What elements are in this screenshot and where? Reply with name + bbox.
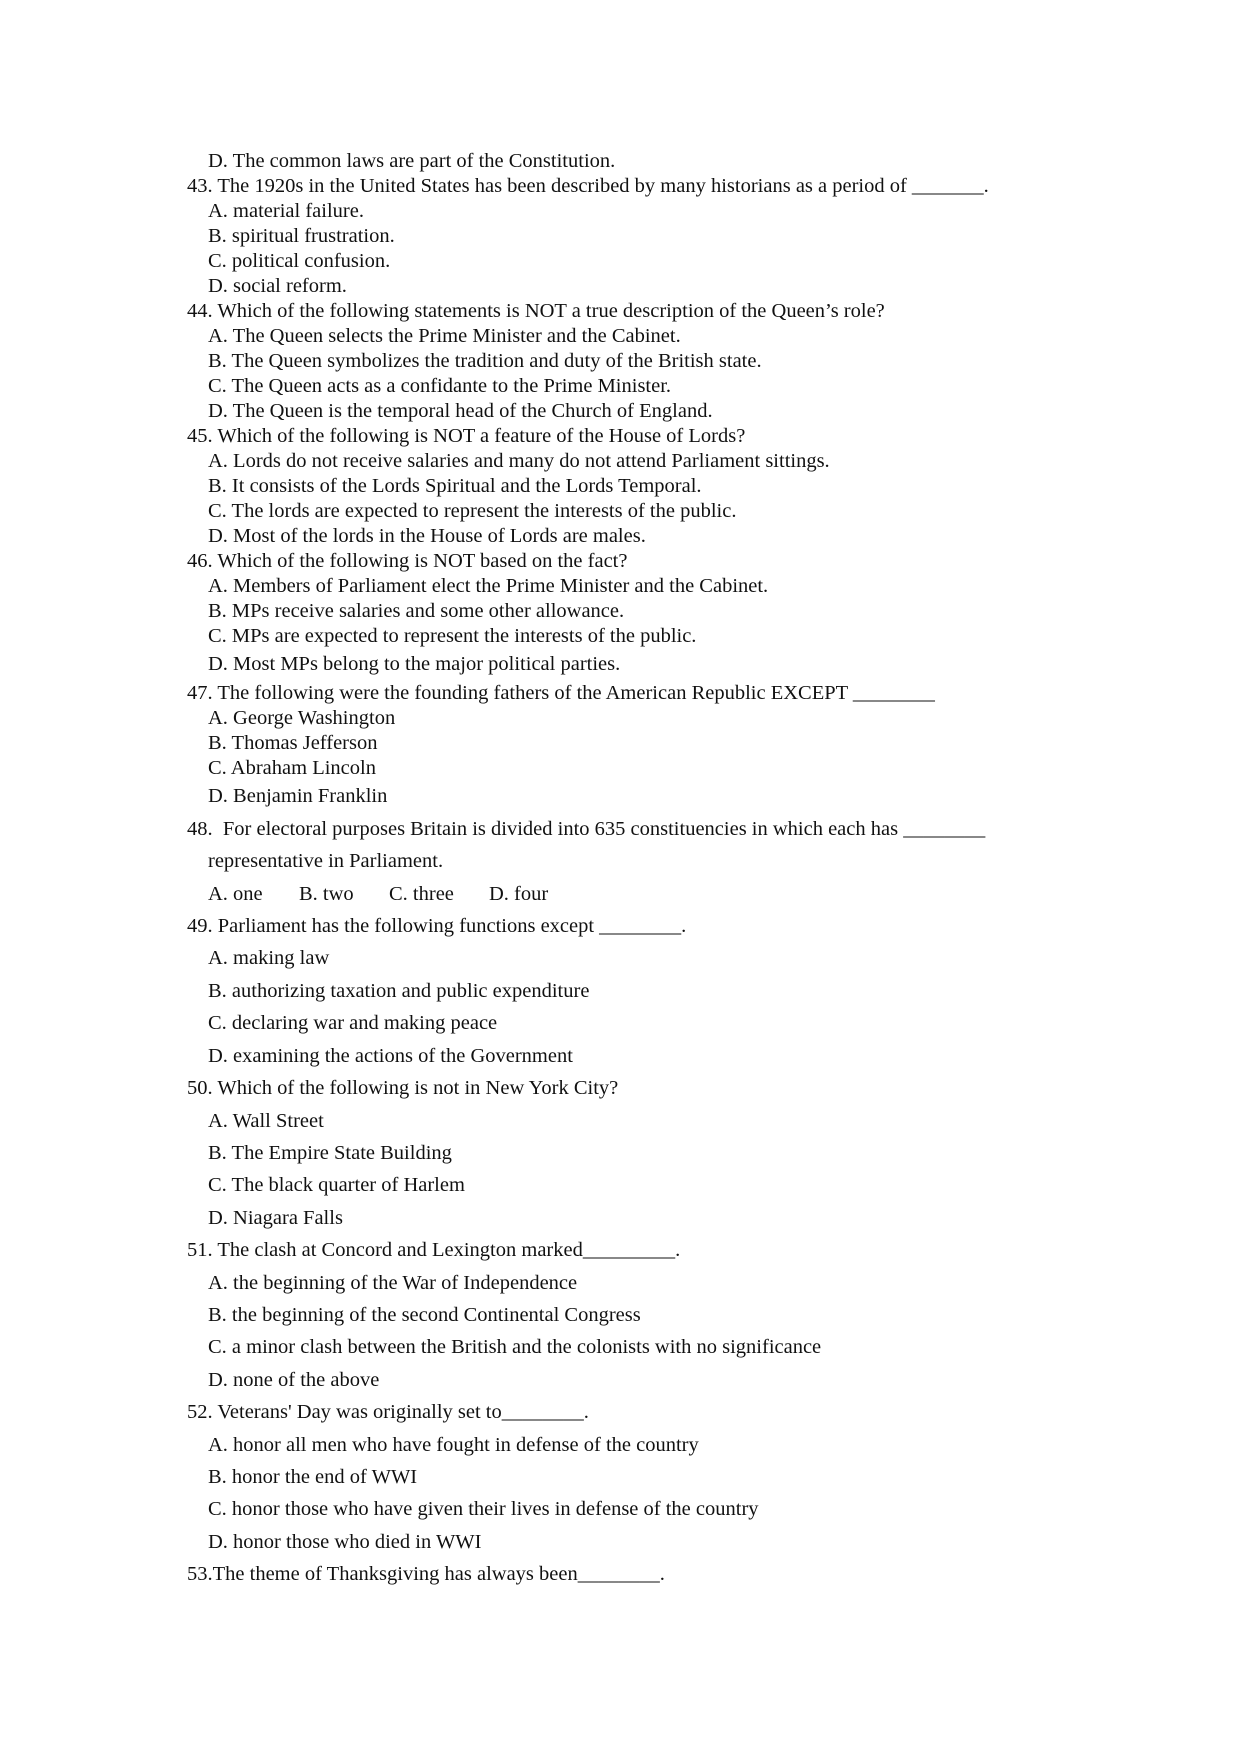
question-44-option-d: D. The Queen is the temporal head of the Church of England. — [208, 400, 713, 422]
question-45-option-a: A. Lords do not receive salaries and many do not attend Parliament sittings. — [208, 450, 830, 472]
question-48-option-a: A. one — [208, 883, 263, 905]
question-44-option-a: A. The Queen selects the Prime Minister and the Cabinet. — [208, 325, 681, 347]
question-52-option-c: C. honor those who have given their lives in defense of the country — [208, 1498, 759, 1520]
question-47-stem: 47. The following were the founding fathers of the American Republic EXCEPT ________ — [187, 682, 935, 704]
question-43-option-d: D. social reform. — [208, 275, 347, 297]
question-43-option-b: B. spiritual frustration. — [208, 225, 395, 247]
question-51-stem: 51. The clash at Concord and Lexington marked_________. — [187, 1239, 681, 1261]
question-50-option-c: C. The black quarter of Harlem — [208, 1174, 465, 1196]
question-48-option-b: B. two — [299, 883, 354, 905]
question-52-option-d: D. honor those who died in WWI — [208, 1531, 482, 1553]
question-53-stem: 53.The theme of Thanksgiving has always been________. — [187, 1563, 665, 1585]
question-49-option-a: A. making law — [208, 947, 330, 969]
question-48-stem: 48. For electoral purposes Britain is divided into 635 constituencies in which each has ________ — [187, 818, 986, 840]
question-52-stem: 52. Veterans' Day was originally set to________. — [187, 1401, 589, 1423]
question-52-option-b: B. honor the end of WWI — [208, 1466, 418, 1488]
question-46-option-a: A. Members of Parliament elect the Prime Minister and the Cabinet. — [208, 575, 769, 597]
question-44-stem: 44. Which of the following statements is NOT a true description of the Queen’s role? — [187, 300, 885, 322]
question-48-option-d: D. four — [489, 883, 549, 905]
question-49-stem: 49. Parliament has the following functions except ________. — [187, 915, 687, 937]
question-43-option-c: C. political confusion. — [208, 250, 391, 272]
question-52-option-a: A. honor all men who have fought in defense of the country — [208, 1434, 699, 1456]
question-48-option-c: C. three — [389, 883, 454, 905]
question-51-option-b: B. the beginning of the second Continental Congress — [208, 1304, 641, 1326]
question-45-option-b: B. It consists of the Lords Spiritual and the Lords Temporal. — [208, 475, 702, 497]
question-47-option-b: B. Thomas Jefferson — [208, 732, 378, 754]
question-44-option-c: C. The Queen acts as a confidante to the Prime Minister. — [208, 375, 672, 397]
question-50-stem: 50. Which of the following is not in New York City? — [187, 1077, 619, 1099]
question-45-option-d: D. Most of the lords in the House of Lords are males. — [208, 525, 646, 547]
question-46-option-c: C. MPs are expected to represent the interests of the public. — [208, 625, 697, 647]
question-50-option-d: D. Niagara Falls — [208, 1207, 343, 1229]
question-47-option-d: D. Benjamin Franklin — [208, 785, 388, 807]
question-43-stem: 43. The 1920s in the United States has been described by many historians as a period of _______. — [187, 175, 989, 197]
question-47-option-c: C. Abraham Lincoln — [208, 757, 376, 779]
question-47-option-a: A. George Washington — [208, 707, 396, 729]
question-49-option-d: D. examining the actions of the Government — [208, 1045, 573, 1067]
question-51-option-c: C. a minor clash between the British and the colonists with no significance — [208, 1336, 822, 1358]
question-42-option-d: D. The common laws are part of the Constitution. — [208, 150, 616, 172]
question-45-stem: 45. Which of the following is NOT a feature of the House of Lords? — [187, 425, 746, 447]
question-46-stem: 46. Which of the following is NOT based on the fact? — [187, 550, 628, 572]
question-49-option-c: C. declaring war and making peace — [208, 1012, 498, 1034]
question-48-stem-continued: representative in Parliament. — [208, 850, 444, 872]
question-50-option-b: B. The Empire State Building — [208, 1142, 452, 1164]
question-44-option-b: B. The Queen symbolizes the tradition and duty of the British state. — [208, 350, 762, 372]
question-45-option-c: C. The lords are expected to represent the interests of the public. — [208, 500, 737, 522]
question-46-option-b: B. MPs receive salaries and some other allowance. — [208, 600, 625, 622]
question-51-option-d: D. none of the above — [208, 1369, 380, 1391]
question-49-option-b: B. authorizing taxation and public expenditure — [208, 980, 590, 1002]
question-50-option-a: A. Wall Street — [208, 1110, 324, 1132]
question-46-option-d: D. Most MPs belong to the major political parties. — [208, 653, 621, 675]
question-51-option-a: A. the beginning of the War of Independence — [208, 1272, 578, 1294]
question-43-option-a: A. material failure. — [208, 200, 364, 222]
